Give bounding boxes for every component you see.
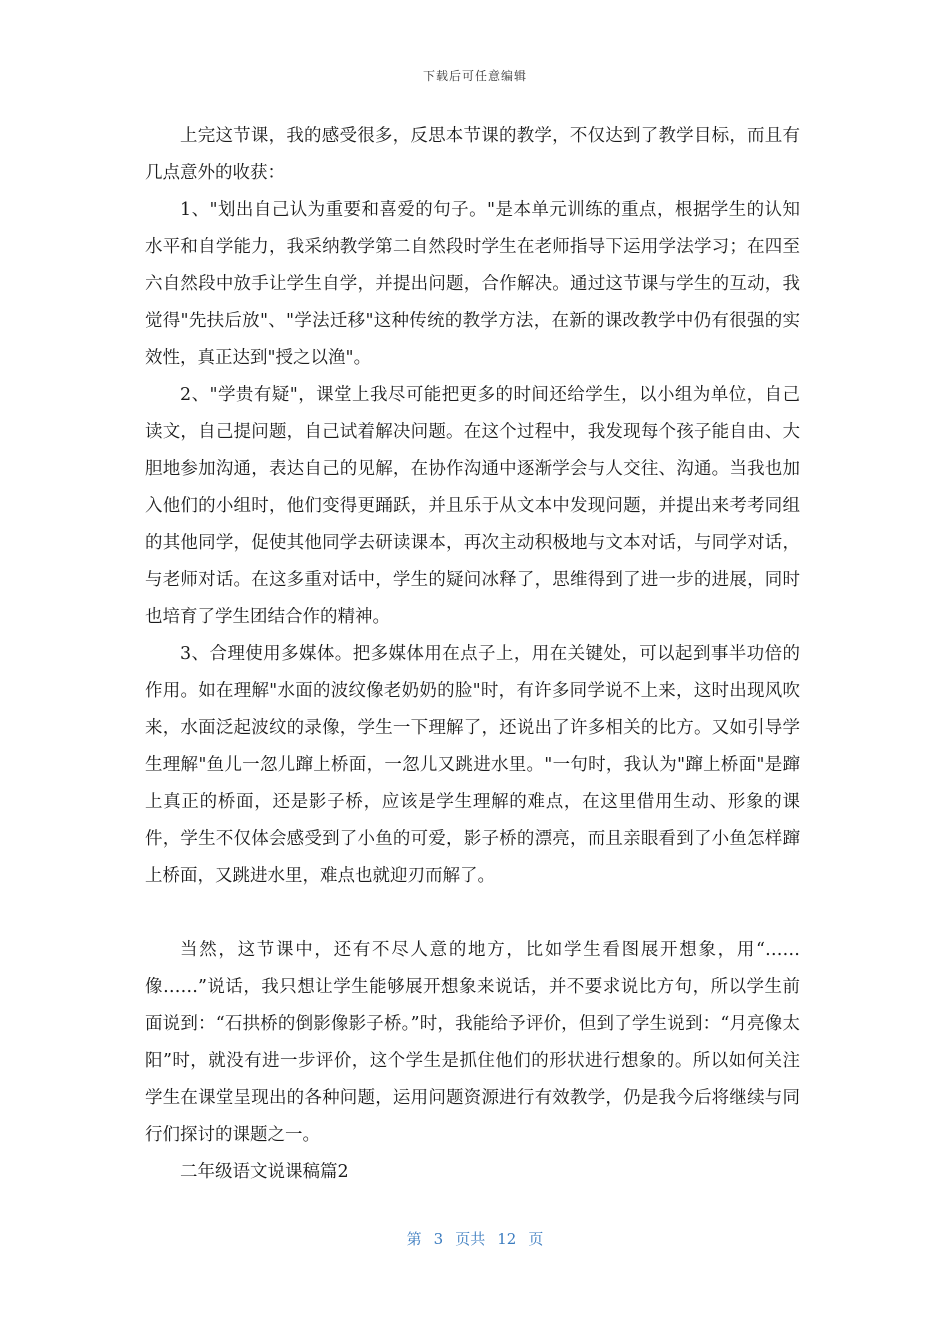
footer-page-number: 3 [433,1230,444,1248]
section-title: 二年级语文说课稿篇2 [180,1162,349,1182]
footer-ye: 页 [528,1230,544,1248]
paragraph-reflection: 当然，这节课中，还有不尽人意的地方，比如学生看图展开想象，用“……像……”说话，我只想让学生能够展开想象来说话，并不要求说比方句，所以学生前面说到：“石拱桥的倒影像影子桥。”时，我能给予评价，但到了学生说到：“月亮像太阳”时，就没有进一步评价，这个学生是抓住他们的形状进行想象的。所以如何关注学生在课堂呈现出的各种问题，运用问题资源进行有效教学，仍是我今后将继续与同行们探讨的课题之一。 [145,940,800,1145]
paragraph-point-3: 3、合理使用多媒体。把多媒体用在点子上，用在关键处，可以起到事半功倍的作用。如在理解"水面的波纹像老奶奶的脸"时，有许多同学说不上来，这时出现风吹来，水面泛起波纹的录像，学生一下理解了，还说出了许多相关的比方。又如引导学生理解"鱼儿一忽儿蹿上桥面，一忽儿又跳进水里。"一句时，我认为"蹿上桥面"是蹿上真正的桥面，还是影子桥，应该是学生理解的难点，在这里借用生动、形象的课件，学生不仅体会感受到了小鱼的可爱，影子桥的漂亮，而且亲眼看到了小鱼怎样蹿上桥面，又跳进水里，难点也就迎刃而解了。 [145,644,800,886]
footer-di: 第 [406,1230,422,1248]
paragraph-point-2: 2、"学贵有疑"，课堂上我尽可能把更多的时间还给学生，以小组为单位，自己读文，自己提问题，自己试着解决问题。在这个过程中，我发现每个孩子能自由、大胆地参加沟通，表达自己的见解，在协作沟通中逐渐学会与人交往、沟通。当我也加入他们的小组时，他们变得更踊跃，并且乐于从文本中发现问题，并提出来考考同组的其他同学，促使其他同学去研读课本，再次主动积极地与文本对话，与同学对话，与老师对话。在这多重对话中，学生的疑问冰释了，思维得到了进一步的进展，同时也培育了学生团结合作的精神。 [145,385,800,627]
paragraph-intro: 上完这节课，我的感受很多，反思本节课的教学，不仅达到了教学目标，而且有几点意外的收获： [145,126,800,183]
footer-ye-gong: 页共 [455,1230,486,1248]
document-body [145,118,800,1191]
page-header: 下载后可任意编辑 [422,69,527,83]
footer-total-pages: 12 [497,1230,517,1248]
paragraph-point-1: 1、"划出自己认为重要和喜爱的句子。"是本单元训练的重点，根据学生的认知水平和自学能力，我采纳教学第二自然段时学生在老师指导下运用学法学习；在四至六自然段中放手让学生自学，并提出问题，合作解决。通过这节课与学生的互动，我觉得"先扶后放"、"学法迁移"这种传统的教学方法，在新的课改教学中仍有很强的实效性，真正达到"授之以渔"。 [145,200,800,368]
page-footer [0,1228,950,1249]
